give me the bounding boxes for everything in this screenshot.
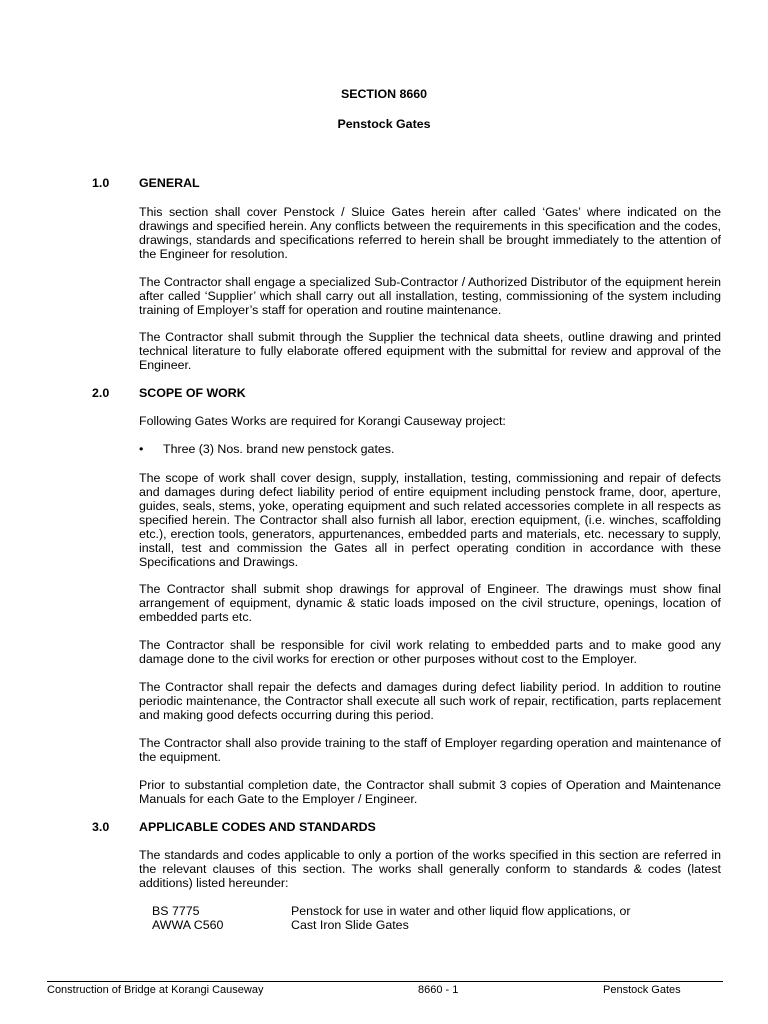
section-title: SCOPE OF WORK bbox=[139, 386, 246, 400]
paragraph: The Contractor shall submit shop drawings for approval of Engineer. The drawings must show final arrangement of equipment, dynamic & static loads imposed on the civil structure, openings, location of embedded parts etc. bbox=[139, 582, 721, 624]
section-title: GENERAL bbox=[139, 176, 200, 190]
list-item-text: Three (3) Nos. brand new penstock gates. bbox=[163, 442, 395, 456]
paragraph: The scope of work shall cover design, supply, installation, testing, commissioning and repair of defects and damages during defect liability period of entire equipment including penstock frame, door, aperture, guides, seals, stems, yoke, operating equipment and such related accessories complete in all respects as specified herein. The Contractor shall also furnish all labor, erection equipment, (i.e. winches, scaffolding etc.), erection tools, generators, appurtenances, embedded parts and materials, etc. necessary to supply, install, test and commission the Gates all in perfect operating condition in accordance with these Specifications and Drawings. bbox=[139, 471, 721, 569]
paragraph: This section shall cover Penstock / Sluice Gates herein after called ‘Gates’ where indicated on the drawings and specified herein. Any conflicts between the requirements in this specification and the codes, drawings, standards and specifications referred to herein shall be brought immediately to the attention of the Engineer for resolution. bbox=[139, 205, 721, 261]
footer-left: Construction of Bridge at Korangi Causeway bbox=[47, 984, 264, 996]
paragraph: Following Gates Works are required for Korangi Causeway project: bbox=[139, 414, 506, 428]
document-title: Penstock Gates bbox=[337, 117, 431, 131]
paragraph: The Contractor shall be responsible for civil work relating to embedded parts and to make good any damage done to the civil works for erection or other purposes without cost to the Employer. bbox=[139, 638, 721, 666]
section-number: 3.0 bbox=[92, 820, 110, 834]
bullet-icon: • bbox=[139, 442, 144, 456]
paragraph: The Contractor shall submit through the Supplier the technical data sheets, outline drawing and printed technical literature to fully elaborate offered equipment with the submittal for review and approval of the Engineer. bbox=[139, 330, 721, 372]
paragraph: The Contractor shall engage a specialized Sub-Contractor / Authorized Distributor of the equipment herein after called ‘Supplier’ which shall carry out all installation, testing, commissioning of the system including training of Employer’s staff for operation and routine maintenance. bbox=[139, 275, 721, 317]
section-heading: SECTION 8660 bbox=[340, 87, 428, 101]
standard-code: BS 7775 bbox=[152, 904, 200, 918]
footer-page-number: 8660 - 1 bbox=[418, 984, 459, 996]
standard-code: AWWA C560 bbox=[152, 918, 224, 932]
paragraph: The standards and codes applicable to only a portion of the works specified in this section are referred in the relevant clauses of this section. The works shall generally conform to standards & codes (latest additions) listed hereunder: bbox=[139, 848, 721, 890]
standard-description: Cast Iron Slide Gates bbox=[291, 918, 409, 932]
standard-description: Penstock for use in water and other liquid flow applications, or bbox=[291, 904, 631, 918]
footer-divider bbox=[47, 981, 723, 982]
paragraph: The Contractor shall repair the defects and damages during defect liability period. In addition to routine periodic maintenance, the Contractor shall execute all such work of repair, rectification, parts replacement and making good defects occurring during this period. bbox=[139, 680, 721, 722]
section-number: 1.0 bbox=[92, 176, 110, 190]
paragraph: The Contractor shall also provide training to the staff of Employer regarding operation and maintenance of the equipment. bbox=[139, 736, 721, 764]
section-title: APPLICABLE CODES AND STANDARDS bbox=[139, 820, 376, 834]
paragraph: Prior to substantial completion date, the Contractor shall submit 3 copies of Operation and Maintenance Manuals for each Gate to the Employer / Engineer. bbox=[139, 778, 721, 806]
section-number: 2.0 bbox=[92, 386, 110, 400]
footer-right: Penstock Gates bbox=[603, 984, 681, 996]
